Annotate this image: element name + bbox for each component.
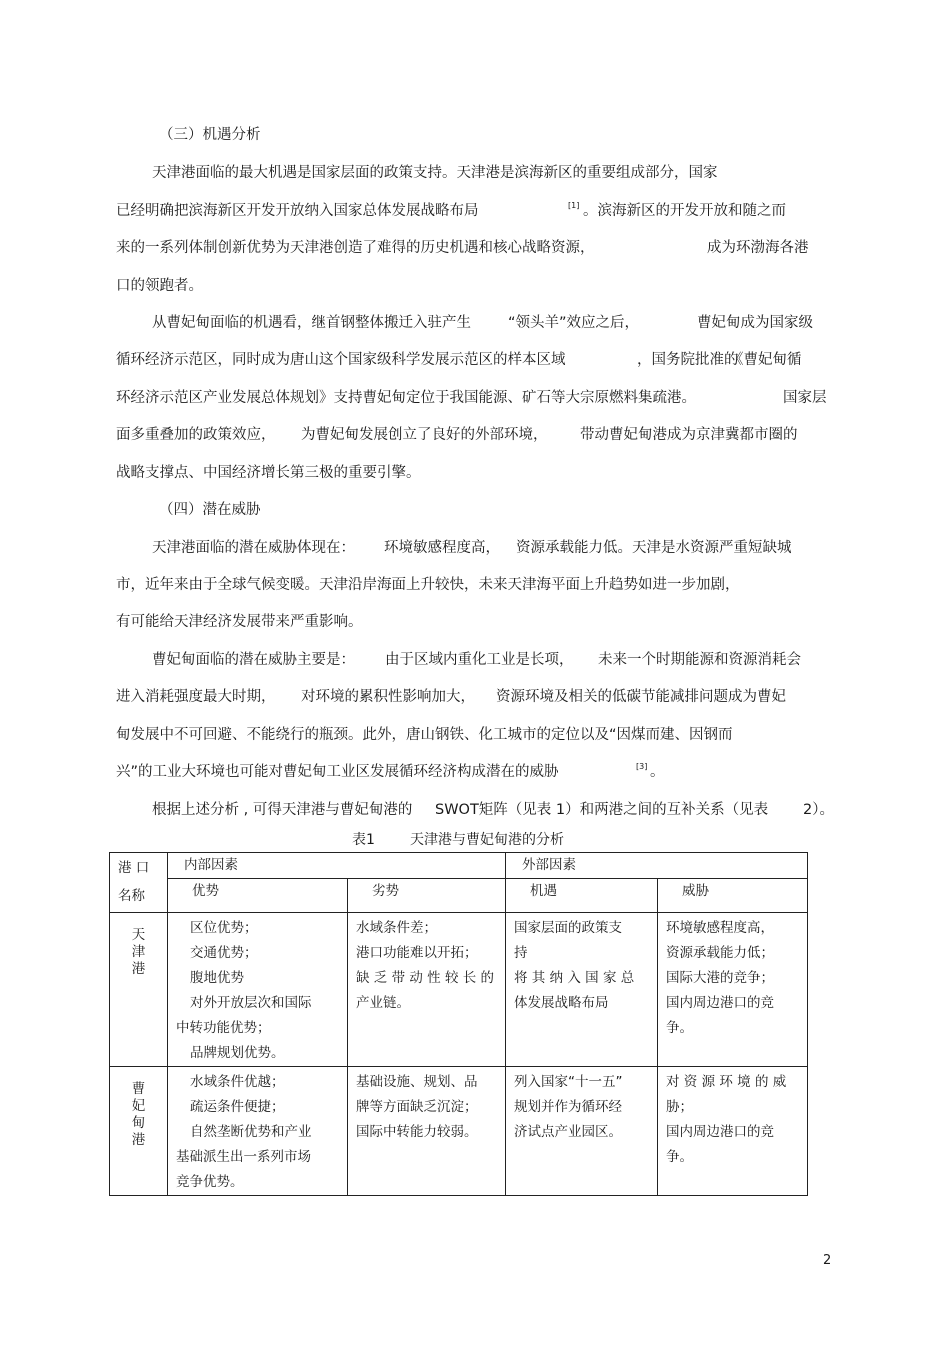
opportunity-header: 机遇 [506,878,658,912]
text-line: 2）。 [803,802,834,818]
text-line: “领头羊”效应之后， [508,315,640,331]
text-line: 。滨海新区的开发开放和随之而 [583,203,786,219]
caofeidian-threats: 对 资 源 环 境 的 威 胁； 国内周边港口的竞 争。 [658,1066,808,1195]
text-line: 口的领跑者。 [116,278,203,294]
text-line: 来的一系列体制创新优势为天津港创造了难得的历史机遇和核心战略资源， [116,240,595,256]
threat-header: 威胁 [658,878,808,912]
text-line: 对环境的累积性影响加大， [301,689,475,705]
tianjin-strengths: 区位优势； 交通优势； 腹地优势 对外开放层次和国际 中转功能优势； 品牌规划优势。 [168,912,348,1066]
table-row [110,1066,808,1195]
weakness-header: 劣势 [348,878,506,912]
text-line: 环经济示范区产业发展总体规划》支持曹妃甸定位于我国能源、矿石等大宗原燃料集疏港。 [116,390,696,406]
text-line: SWOT矩阵（见表 1）和两港之间的互补关系（见表 [435,802,769,818]
tianjin-opportunities: 国家层面的政策支 持 将 其 纳 入 国 家 总 体发展战略布局 [506,912,658,1066]
text-line: 由于区域内重化工业是长项， [385,652,574,668]
table-caption-title: 天津港与曹妃甸港的分析 [410,832,564,848]
text-line: 资源环境及相关的低碳节能减排问题成为曹妃 [496,689,786,705]
text-line: 成为环渤海各港 [707,240,809,256]
text-line: 曹妃甸成为国家级 [697,315,813,331]
table-caption-number: 表1 [352,832,375,848]
table-subheader-row [110,878,808,912]
text-line: 有可能给天津经济发展带来严重影响。 [116,614,363,630]
strength-header: 优势 [168,878,348,912]
page-number: 2 [823,1253,832,1268]
section-heading-opportunity: （三）机遇分析 [159,127,261,143]
tianjin-weaknesses: 水域条件差； 港口功能难以开拓； 缺 乏 带 动 性 较 长 的 产业链。 [348,912,506,1066]
table-header-row [110,853,808,879]
citation-1: [1] [568,201,580,210]
text-line: 国家层 [783,390,827,406]
caofeidian-weaknesses: 基础设施、规划、品 牌等方面缺乏沉淀； 国际中转能力较弱。 [348,1066,506,1195]
internal-factors-header: 内部因素 [168,853,506,879]
text-line: 资源承载能力低。天津是水资源严重短缺城 [516,540,792,556]
text-line: 兴”的工业大环境也可能对曹妃甸工业区发展循环经济构成潜在的威胁 [116,764,559,780]
text-line: 循环经济示范区，同时成为唐山这个国家级科学发展示范区的样本区域 [116,352,566,368]
text-line: 《曹妃甸循 [729,352,802,368]
text-line: 从曹妃甸面临的机遇看，继首钢整体搬迁入驻产生 [152,315,471,331]
text-line: 战略支撑点、中国经济增长第三极的重要引擎。 [116,465,421,481]
text-line: 甸发展中不可回避、不能绕行的瓶颈。此外，唐山钢铁、化工城市的定位以及“因煤而建、因钢而 [116,727,733,743]
text-line: 为曹妃甸发展创立了良好的外部环境， [301,427,548,443]
text-line: 未来一个时期能源和资源消耗会 [598,652,801,668]
text-line: 曹妃甸面临的潜在威胁主要是： [152,652,355,668]
text-line: 天津港面临的最大机遇是国家层面的政策支持。天津港是滨海新区的重要组成部分，国家 [152,165,718,181]
text-line: 市，近年来由于全球气候变暖。天津沿岸海面上升较快，未来天津海平面上升趋势如进一步加剧， [116,577,740,593]
caofeidian-strengths: 水域条件优越； 疏运条件便捷； 自然垄断优势和产业 基础派生出一系列市场 竞争优势。 [168,1066,348,1195]
text-line: 带动曹妃甸港成为京津冀都市圈的 [580,427,798,443]
citation-3: [3] [636,762,648,771]
corner-header-top: 港 口 [110,853,168,879]
text-line: 。 [650,764,665,780]
port-name-caofeidian: 曹 妃 甸 港 [110,1066,168,1195]
text-line: 根据上述分析 , 可得天津港与曹妃甸港的 [152,802,413,818]
text-line: 环境敏感程度高， [384,540,500,556]
text-line: 天津港面临的潜在威胁体现在： [152,540,355,556]
port-name-tianjin: 天 津 港 [110,912,168,1066]
table-row [110,912,808,1066]
corner-header-bottom: 名称 [110,878,168,912]
swot-table [109,852,808,1196]
text-line: 已经明确把滨海新区开发开放纳入国家总体发展战略布局 [116,203,479,219]
section-heading-threat: （四）潜在威胁 [159,502,261,518]
text-line: 进入消耗强度最大时期， [116,689,276,705]
caofeidian-opportunities: 列入国家“十一五” 规划并作为循环经 济试点产业园区。 [506,1066,658,1195]
tianjin-threats: 环境敏感程度高， 资源承载能力低； 国际大港的竞争； 国内周边港口的竞 争。 [658,912,808,1066]
text-line: ，国务院批准的 [637,352,739,368]
external-factors-header: 外部因素 [506,853,808,879]
text-line: 面多重叠加的政策效应， [116,427,276,443]
